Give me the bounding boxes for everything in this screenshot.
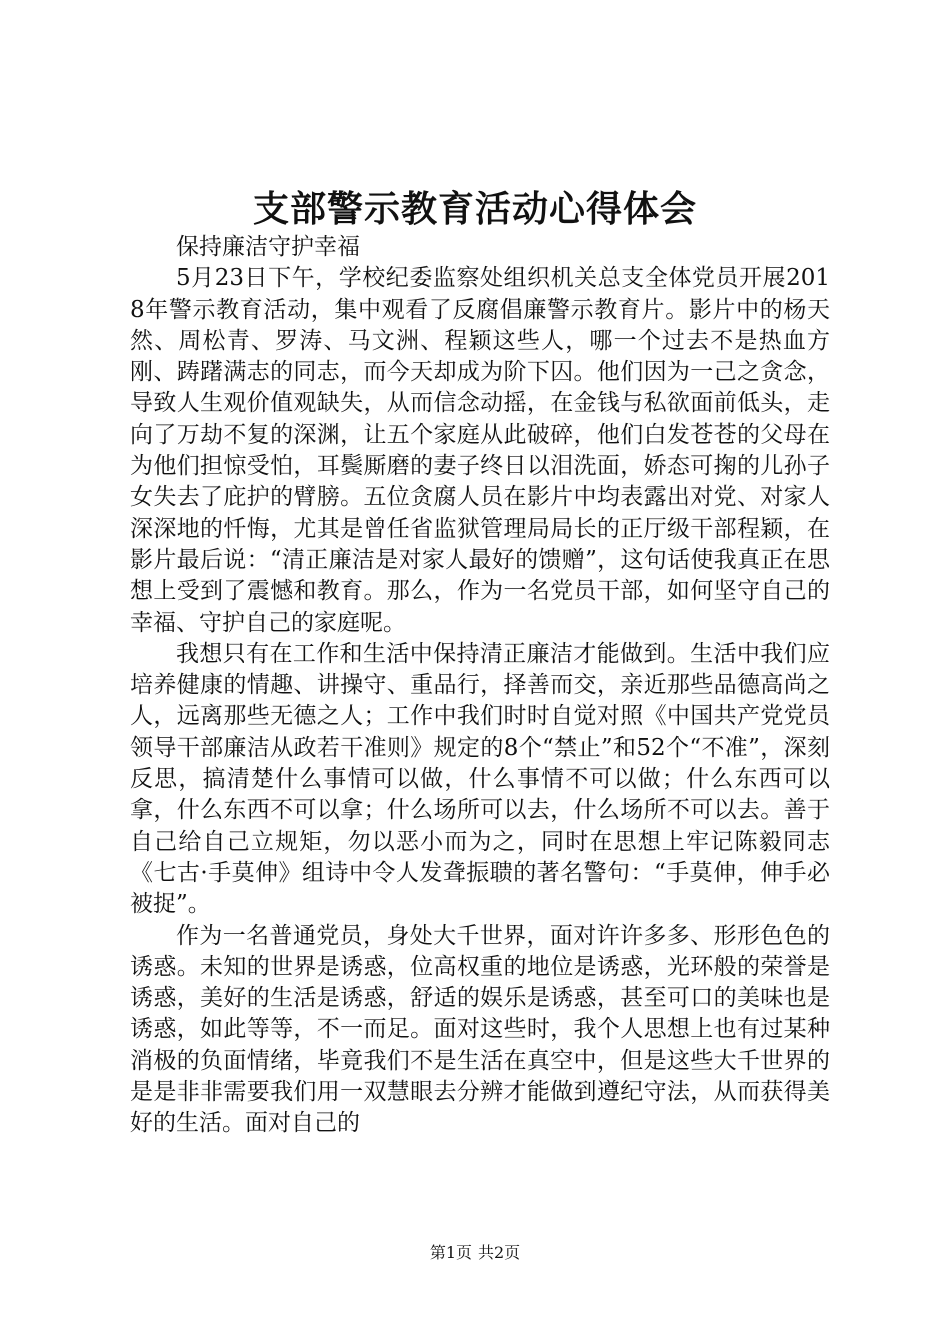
document-title: 支部警示教育活动心得体会: [252, 188, 697, 230]
paragraph-subtitle: 保持廉洁守护幸福: [176, 234, 360, 260]
paragraph: 5月23日下午，学校纪委监察处组织机关总支全体党员开展2018年警示教育活动，集中观看了反腐倡廉警示教育片。影片中的杨天然、周松青、罗涛、马文洲、程颖这些人，哪一个过去不是热血方刚、踌躇满志的同志，而今天却成为阶下囚。他们因为一己之贪念，导致人生观价值观缺失，从而信念动摇，在金钱与私欲面前低头，走向了万劫不复的深渊，让五个家庭从此破碎，他们白发苍苍的父母在为他们担惊受怕，耳鬓厮磨的妻子终日以泪洗面，娇态可掬的儿孙子女失去了庇护的臂膀。五位贪腐人员在影片中均表露出对党、对家人深深地的忏悔，尤其是曾任省监狱管理局局长的正厅级干部程颖，在影片最后说：“清正廉洁是对家人最好的馈赠”，这句话使我真正在思想上受到了震憾和教育。那么，作为一名党员干部，如何坚守自己的幸福、守护自己的家庭呢。: [130, 265, 830, 636]
page-footer: [0, 1241, 950, 1265]
document-body: [130, 232, 830, 1140]
page-number: 第1页: [429, 1243, 472, 1262]
paragraph: 我想只有在工作和生活中保持清正廉洁才能做到。生活中我们应培养健康的情趣、讲操守、重品行，择善而交，亲近那些品德高尚之人，远离那些无德之人；工作中我们时时自觉对照《中国共产党党员领导干部廉洁从政若干准则》规定的8个“禁止”和52个“不准”，深刻反思，搞清楚什么事情可以做，什么事情不可以做；什么东西可以拿，什么东西不可以拿；什么场所可以去，什么场所不可以去。善于自己给自己立规矩，勿以恶小而为之，同时在思想上牢记陈毅同志《七古·手莫伸》组诗中令人发聋振聩的著名警句：“手莫伸，伸手必被捉”。: [130, 640, 830, 918]
page-total: 共2页: [478, 1243, 521, 1262]
paragraph: 作为一名普通党员，身处大千世界，面对许许多多、形形色色的诱惑。未知的世界是诱惑，位高权重的地位是诱惑，光环般的荣誉是诱惑，美好的生活是诱惑，舒适的娱乐是诱惑，甚至可口的美味也是诱惑，如此等等，不一而足。面对这些时，我个人思想上也有过某种消极的负面情绪，毕竟我们不是生活在真空中，但是这些大千世界的是是非非需要我们用一双慧眼去分辨才能做到遵纪守法，从而获得美好的生活。面对自己的: [130, 922, 830, 1137]
